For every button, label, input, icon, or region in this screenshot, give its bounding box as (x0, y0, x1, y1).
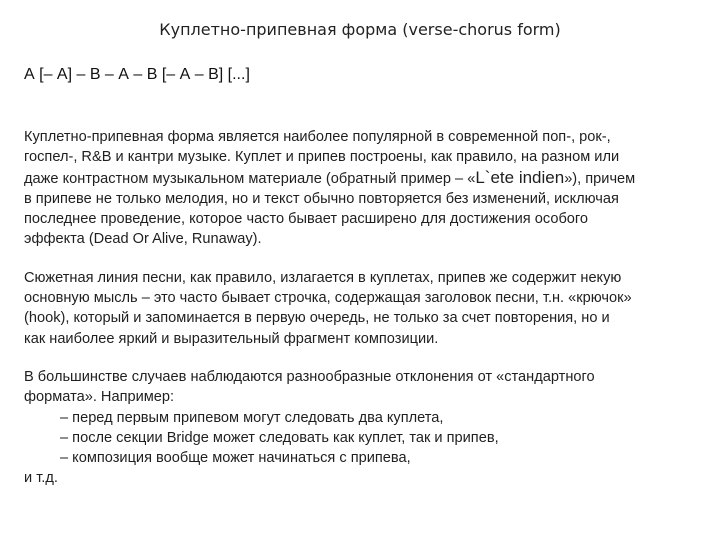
text-line: Сюжетная линия песни, как правило, излагается в куплетах, припев же содержит некую (24, 269, 622, 286)
paragraph-1 (24, 127, 694, 250)
text-line: эффекта (Dead Or Alive, Runaway). (24, 231, 262, 248)
text-line: (hook), который и запоминается в первую очередь, не только за счет повторения, но и (24, 310, 610, 327)
paragraph-2 (24, 268, 694, 349)
list-item: – после секции Bridge может следовать как куплет, так и припев, (60, 429, 499, 446)
list-item: – композиция вообще может начинаться с припева, (60, 450, 411, 467)
slide-title: Куплетно-припевная форма (verse-chorus form) (159, 20, 561, 39)
text-line: Куплетно-припевная форма является наиболее популярной в современной поп-, рок-, (24, 129, 611, 145)
form-formula: А [– А] – В – А – В [– А – В] [...] (24, 66, 250, 83)
text-line: как наиболее яркий и выразительный фрагмент композиции. (24, 330, 439, 347)
paragraph-3 (24, 367, 694, 489)
text-line: и т.д. (24, 470, 58, 487)
text-line: в припеве не только мелодия, но и текст обычно повторяется без изменений, исключая (24, 190, 619, 207)
text-line: В большинстве случаев наблюдаются разнообразные отклонения от «стандартного (24, 368, 595, 385)
text-line (24, 168, 694, 189)
text-line: формата». Например: (24, 389, 175, 406)
text-line: госпел-, R&B и кантри музыке. Куплет и припев построены, как правило, на разном или (24, 149, 620, 166)
slide-body (24, 127, 694, 507)
list-item: – перед первым припевом могут следовать два куплета, (60, 409, 444, 426)
song-title-highlight: L`ete indien (475, 167, 565, 187)
text-line: последнее проведение, которое часто бывает расширено для достижения особого (24, 211, 589, 228)
text-fragment: даже контрастном музыкальном материале (обратный пример – « (24, 170, 476, 187)
text-line: основную мысль – это часто бывает строчка, содержащая заголовок песни, т.н. «крючок» (24, 290, 632, 307)
text-fragment: »), причем (564, 170, 636, 187)
